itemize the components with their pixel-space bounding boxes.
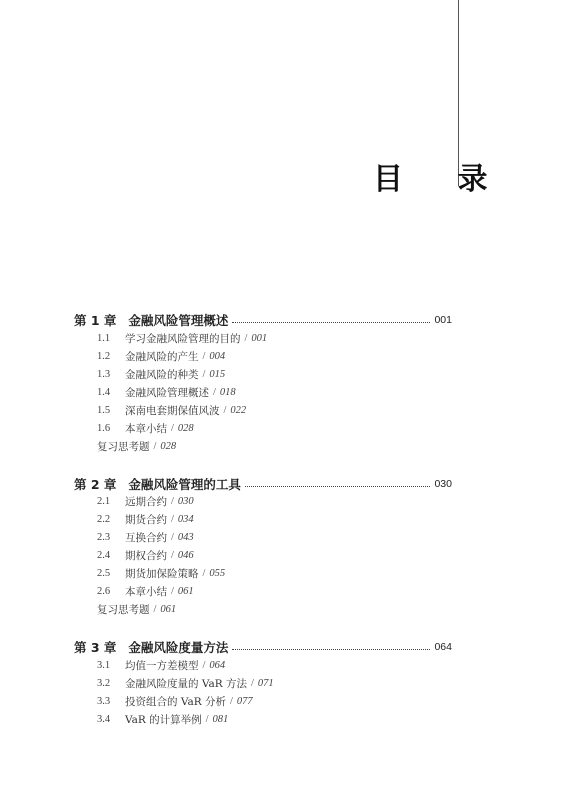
section-number: 2.3	[97, 531, 111, 543]
section-title: VaR 的计算举例	[125, 713, 202, 726]
section-title: 投资组合的 VaR 分析	[125, 695, 226, 708]
section-title: 远期合约	[125, 495, 167, 508]
section-number: 1.5	[97, 404, 111, 416]
section-entry[interactable]	[97, 529, 194, 545]
section-number: 3.4	[97, 713, 111, 725]
section-entry[interactable]	[97, 420, 194, 436]
separator: /	[250, 677, 254, 689]
section-page: 001	[251, 332, 268, 344]
section-title: 复习思考题	[97, 440, 150, 453]
separator: /	[202, 350, 206, 362]
section-title: 深南电套期保值风波	[125, 404, 220, 417]
chapter-1-entry[interactable]	[74, 310, 452, 330]
section-title: 期权合约	[125, 549, 167, 562]
section-number: 3.2	[97, 677, 111, 689]
section-number: 2.1	[97, 495, 111, 507]
section-number: 1.2	[97, 350, 111, 362]
section-entry[interactable]	[97, 601, 176, 617]
section-title: 金融风险管理概述	[125, 386, 209, 399]
section-entry[interactable]	[97, 675, 274, 691]
section-page: 028	[160, 440, 177, 452]
section-page: 030	[177, 495, 194, 507]
chapter-page: 030	[434, 478, 452, 490]
section-title: 本章小结	[125, 585, 167, 598]
section-entry[interactable]	[97, 711, 228, 727]
chapter-page: 001	[434, 314, 452, 326]
section-page: 015	[209, 368, 226, 380]
section-number: 2.5	[97, 567, 111, 579]
separator: /	[229, 695, 233, 707]
section-number: 2.4	[97, 549, 111, 561]
section-entry[interactable]	[97, 547, 194, 563]
section-page: 081	[212, 713, 229, 725]
section-title: 本章小结	[125, 422, 167, 435]
separator: /	[202, 368, 206, 380]
section-page: 028	[177, 422, 194, 434]
section-title: 期货加保险策略	[125, 567, 199, 580]
section-page: 034	[177, 513, 194, 525]
separator: /	[202, 567, 206, 579]
section-page: 064	[209, 659, 226, 671]
section-number: 2.6	[97, 585, 111, 597]
section-page: 071	[257, 677, 274, 689]
separator: /	[171, 585, 174, 597]
chapter-page: 064	[434, 641, 452, 653]
section-page: 061	[160, 603, 177, 615]
section-title: 期货合约	[125, 513, 167, 526]
separator: /	[202, 659, 206, 671]
separator: /	[213, 386, 216, 398]
section-entry[interactable]	[97, 438, 176, 454]
section-number: 1.1	[97, 332, 111, 344]
section-entry[interactable]	[97, 565, 225, 581]
section-page: 046	[177, 549, 194, 561]
section-title: 学习金融风险管理的目的	[125, 332, 241, 345]
separator: /	[171, 531, 174, 543]
separator: /	[153, 440, 157, 452]
section-page: 018	[219, 386, 236, 398]
section-entry[interactable]	[97, 366, 225, 382]
chapter-title: 金融风险管理概述	[128, 313, 229, 328]
separator: /	[171, 513, 174, 525]
chapter-title: 金融风险管理的工具	[128, 477, 241, 492]
separator: /	[171, 549, 174, 561]
chapter-number: 第 2 章	[74, 477, 117, 492]
separator: /	[171, 422, 174, 434]
page-title: 目 录	[373, 162, 510, 197]
separator: /	[223, 404, 227, 416]
section-entry[interactable]	[97, 493, 194, 509]
section-entry[interactable]	[97, 511, 194, 527]
section-page: 004	[209, 350, 226, 362]
section-number: 1.4	[97, 386, 111, 398]
section-title: 金融风险的产生	[125, 350, 199, 363]
section-title: 金融风险度量的 VaR 方法	[125, 677, 247, 690]
section-page: 022	[230, 404, 247, 416]
section-entry[interactable]	[97, 348, 225, 364]
section-entry[interactable]	[97, 583, 194, 599]
chapter-3-entry[interactable]	[74, 637, 452, 657]
chapter-title: 金融风险度量方法	[128, 640, 229, 655]
separator: /	[205, 713, 209, 725]
section-title: 金融风险的种类	[125, 368, 199, 381]
dot-leader	[232, 649, 430, 650]
section-number: 1.3	[97, 368, 111, 380]
section-number: 2.2	[97, 513, 111, 525]
section-title: 均值一方差模型	[125, 659, 199, 672]
separator: /	[171, 495, 174, 507]
dot-leader	[245, 486, 431, 487]
section-entry[interactable]	[97, 693, 253, 709]
section-entry[interactable]	[97, 330, 267, 346]
section-number: 1.6	[97, 422, 111, 434]
section-title: 互换合约	[125, 531, 167, 544]
chapter-number: 第 1 章	[74, 313, 117, 328]
section-page: 043	[177, 531, 194, 543]
chapter-number: 第 3 章	[74, 640, 117, 655]
separator: /	[153, 603, 157, 615]
section-number: 3.3	[97, 695, 111, 707]
section-entry[interactable]	[97, 402, 246, 418]
separator: /	[244, 332, 248, 344]
section-title: 复习思考题	[97, 603, 150, 616]
section-entry[interactable]	[97, 384, 236, 400]
section-page: 061	[177, 585, 194, 597]
section-page: 055	[209, 567, 226, 579]
chapter-2-entry[interactable]	[74, 474, 452, 494]
section-page: 077	[236, 695, 253, 707]
dot-leader	[232, 322, 430, 323]
section-number: 3.1	[97, 659, 111, 671]
section-entry[interactable]	[97, 657, 225, 673]
